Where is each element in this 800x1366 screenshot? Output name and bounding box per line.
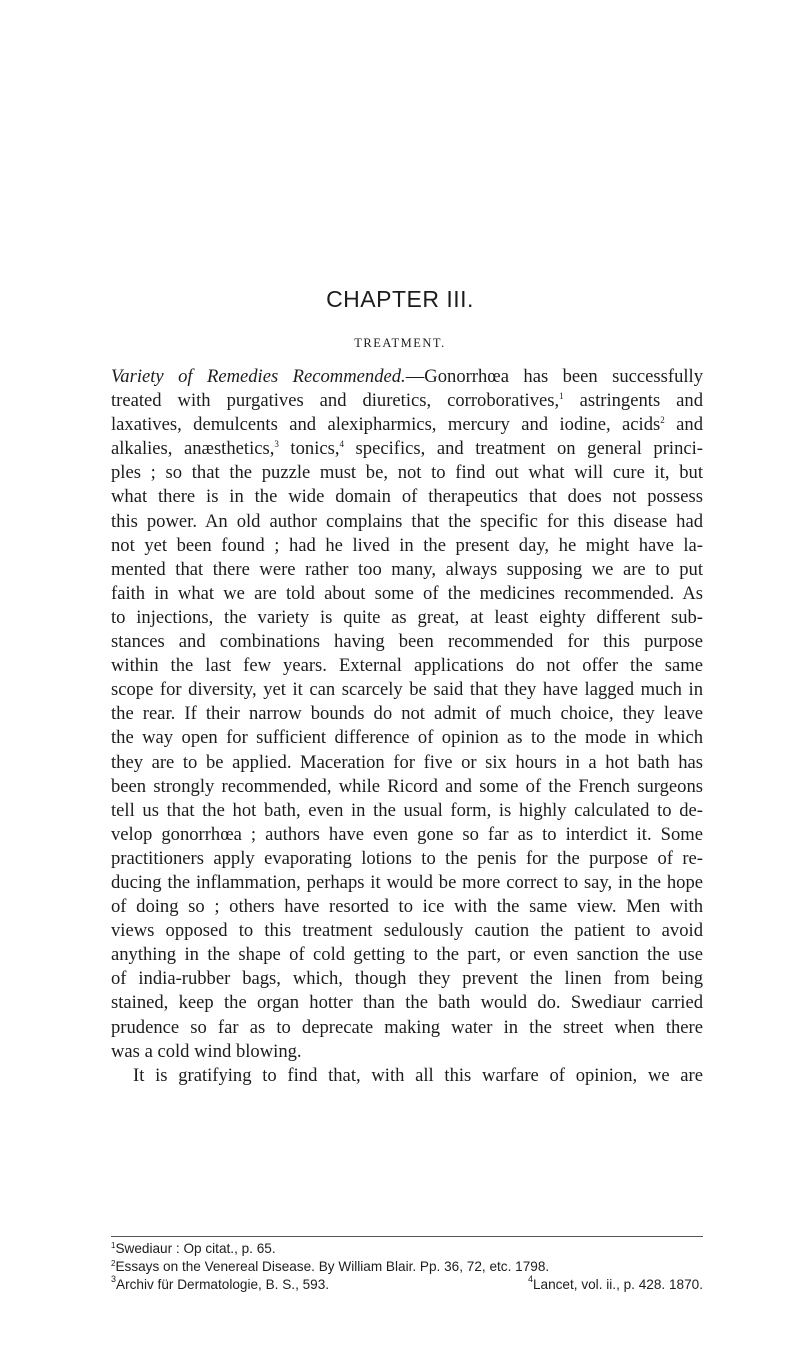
body-text [111,365,703,1088]
footnote-2: $^2$Essays on the Venereal Disease. By William Blair. Pp. 36, 72, etc. 1798. [111,1259,550,1274]
text-line: of india-rubber bags, which, though they prevent the linen from being [111,968,703,990]
text-line: faith in what we are told about some of the medicines recommended. As [111,582,703,604]
text-line: laxatives, demulcents and alexipharmics, mercury and iodine, acids$^2$ and [111,414,703,436]
text-line: It is gratifying to find that, with all this warfare of opinion, we are [133,1064,703,1086]
footnote-ref: 4 [339,439,344,450]
text-line: this power. An old author complains that the specific for this disease had [111,510,703,532]
text-line: was a cold wind blowing. [111,1040,302,1062]
paragraph-1 [111,365,703,1064]
sidehead: Variety of Remedies Recommended. [111,366,406,387]
text-line: treated with purgatives and diuretics, corroboratives,$^1$ astringents and [111,390,703,412]
footnotes [111,1240,703,1294]
footnote-4: $^4$Lancet, vol. ii., p. 428. 1870. [527,1274,703,1292]
text-line: been strongly recommended, while Ricord and some of the French surgeons [111,775,703,797]
footnote-1: $^1$Swediaur : Op citat., p. 65. [111,1241,276,1256]
text-line: practitioners apply evaporating lotions to the penis for the purpose of re- [111,847,703,869]
text-line: anything in the shape of cold getting to the part, or even sanction the use [111,944,703,966]
text-line: within the last few years. External applications do not offer the same [111,655,703,677]
text-line: ples ; so that the puzzle must be, not to find out what will cure it, but [111,462,703,484]
section-title: TREATMENT. [354,336,446,350]
text-line: velop gonorrhœa ; authors have even gone so far as to interdict it. Some [111,823,703,845]
footnote-ref: 1 [559,391,564,402]
text-line: scope for diversity, yet it can scarcely be said that they have lagged much in [111,679,703,701]
text-line: they are to be applied. Maceration for five or six hours in a hot bath has [111,751,703,773]
text-line: stances and combinations having been recommended for this purpose [111,631,703,653]
text-line: ducing the inflammation, perhaps it would be more correct to say, in the hope [111,871,703,893]
text-line: tell us that the hot bath, even in the usual form, is highly calculated to de- [111,799,703,821]
text-line: prudence so far as to deprecate making water in the street when there [111,1016,703,1038]
text-line: stained, keep the organ hotter than the bath would do. Swediaur carried [111,992,703,1014]
footnote-ref: 3 [274,439,279,450]
text-line: the way open for sufficient difference of opinion as to the mode in which [111,727,703,749]
footnote-row [111,1276,703,1294]
footnote-ref: 2 [660,415,665,426]
footnote-rule [111,1236,703,1237]
text-line: to injections, the variety is quite as great, at least eighty different sub- [111,606,703,628]
chapter-title: CHAPTER III. [326,286,474,312]
text-line: of doing so ; others have resorted to ice with the same view. Men with [111,896,703,918]
paragraph-2 [111,1064,703,1088]
text-line: views opposed to this treatment sedulously caution the patient to avoid [111,920,703,942]
text-line: what there is in the wide domain of therapeutics that does not possess [111,486,703,508]
footnote-3: $^3$Archiv für Dermatologie, B. S., 593. [111,1274,330,1292]
text-line: not yet been found ; had he lived in the present day, he might have la- [111,534,703,556]
text-line: alkalies, anæsthetics,$^3$ tonics,$^4$ specifics, and treatment on general princi- [111,438,703,460]
text-line: Variety of Remedies Recommended.—Gonorrhœa has been successfully [111,366,703,387]
text-line: the rear. If their narrow bounds do not admit of much choice, they leave [111,703,703,725]
text-line: mented that there were rather too many, always supposing we are to put [111,558,703,580]
